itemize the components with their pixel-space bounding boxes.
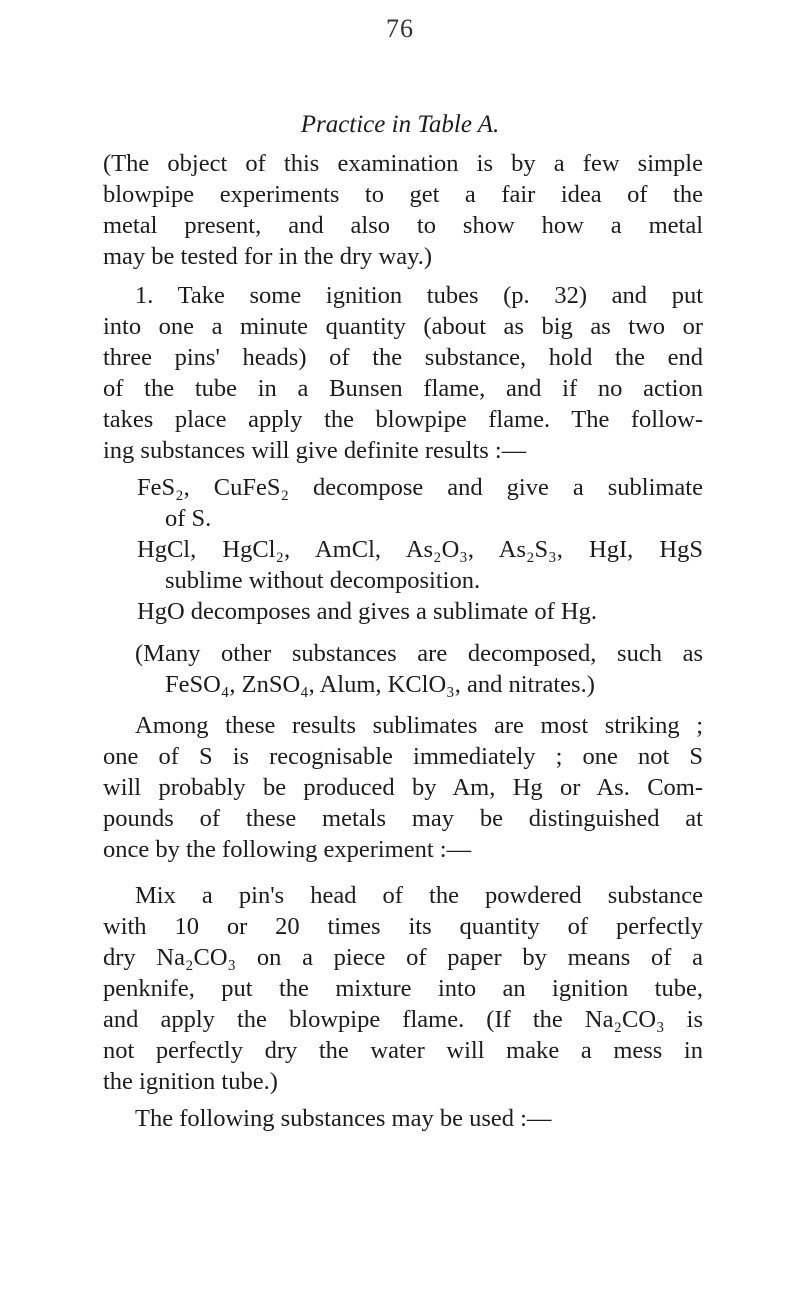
among-paragraph [103, 710, 703, 865]
page-number: 76 [386, 14, 414, 43]
text-line: ing substances will give definite results :— [103, 437, 527, 464]
text-line: (The object of this examination is by a few simple [103, 150, 703, 177]
text-line: three pins' heads) of the substance, hold the end [103, 344, 703, 371]
step-1-paragraph [103, 280, 703, 466]
many-substances-paragraph [103, 638, 703, 700]
text-line: not perfectly dry the water will make a mess in [103, 1037, 703, 1064]
text-line: The following substances may be used :— [135, 1105, 552, 1132]
text-line: blowpipe experiments to get a fair idea of the [103, 181, 703, 208]
hgcl-entry: HgCl, HgCl₂, AmCl, As₂O₃, As₂S₃, HgI, HgS [137, 536, 703, 563]
text-line: pounds of these metals may be distinguished at [103, 805, 703, 832]
text-line: penknife, put the mixture into an ignition tube, [103, 975, 703, 1002]
text-line: 1. Take some ignition tubes (p. 32) and put [135, 282, 703, 309]
text-line: the ignition tube.) [103, 1068, 278, 1095]
fes-entry: FeS₂, CuFeS₂ decompose and give a sublimate [137, 474, 703, 501]
text-line: one of S is recognisable immediately ; one not S [103, 743, 703, 770]
text-line: will probably be produced by Am, Hg or As. Com- [103, 774, 703, 801]
following-paragraph [103, 1103, 703, 1134]
text-line: (Many other substances are decomposed, such as [135, 640, 703, 667]
text-line: metal present, and also to show how a metal [103, 212, 703, 239]
text-line: dry Na₂CO₃ on a piece of paper by means of a [103, 944, 703, 971]
text-line: into one a minute quantity (about as big as two or [103, 313, 703, 340]
section-heading: Practice in Table A. [300, 111, 500, 138]
substances-list [103, 472, 703, 627]
text-line: Among these results sublimates are most striking ; [135, 712, 703, 739]
text-line: takes place apply the blowpipe flame. The follow- [103, 406, 703, 433]
text-line: and apply the blowpipe flame. (If the Na₂CO₃ is [103, 1006, 703, 1033]
hgcl-entry-continued: sublime without decomposition. [165, 567, 481, 594]
mix-paragraph [103, 880, 703, 1097]
fes-entry-continued: of S. [165, 505, 212, 532]
hgo-entry: HgO decomposes and gives a sublimate of Hg. [137, 598, 597, 625]
text-line: FeSO₄, ZnSO₄, Alum, KClO₃, and nitrates.) [165, 671, 595, 698]
text-line: Mix a pin's head of the powdered substance [135, 882, 703, 909]
text-line: of the tube in a Bunsen flame, and if no action [103, 375, 703, 402]
text-line: once by the following experiment :— [103, 836, 472, 863]
text-line: with 10 or 20 times its quantity of perfectly [103, 913, 703, 940]
text-line: may be tested for in the dry way.) [103, 243, 433, 270]
intro-paragraph [103, 148, 703, 272]
